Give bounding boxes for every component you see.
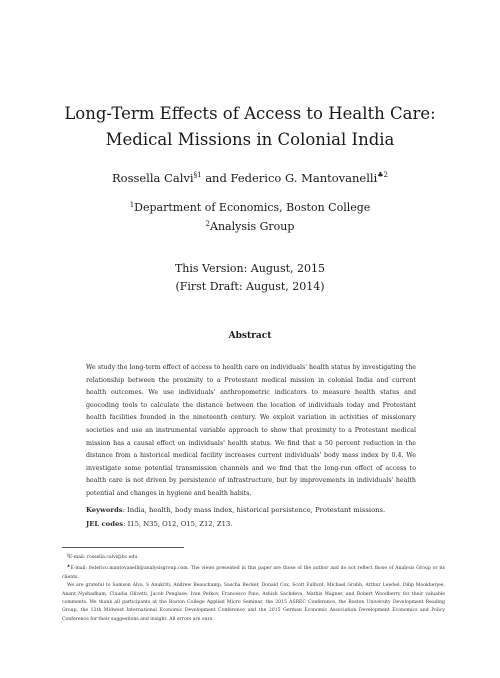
- paper-title-line-2: Medical Missions in Colonial India: [105, 130, 395, 149]
- footnotes: [62, 551, 445, 624]
- acknowledgements: We are grateful to Samson Alva, S Anukriti, Andrew Beauchamp, Sascha Becker, Donald Cox, Scott Fulford, Michael Grubb, Arthur Lewbel, Dilip Mookherjee, Anant Nyshadham, Claudia Olivetti, Jacob Penglase, Ivan Petkov, Francesco Pino, Ashish Sachdeva, Mathis Wagner, and Robert Woodberry for their valuable comments. We thank all participants at the Boston College Applied Micro Seminar, the 2015 ASREC Conference, the Boston University Development Reading Group, the 12th Midwest International Economic Development Conference and the 2015 German Economic Association Development Economics and Policy Conference for their suggestions and insight. All errors are ours.: [62, 583, 445, 622]
- affiliation-text: Department of Economics, Boston College: [134, 201, 371, 214]
- version-date: This Version: August, 2015: [174, 262, 326, 275]
- affiliation-mark: 2: [205, 220, 211, 228]
- footnote-text: E-mail: federico.mantovanelli@analysisgroup.com. The views presented in this paper are those of the author and do not reflect those of Analysis Group or its clients.: [62, 566, 446, 580]
- footnote-divider: [62, 547, 184, 548]
- author-name: Rossella Calvi: [111, 171, 194, 185]
- abstract-body: We study the long-term effect of access to health care on individuals' health status by investigating the relationship between the proximity to a Protestant medical mission in colonial India and current health outcomes. We use individuals' anthropometric indicators to measure health status and geocoding tools to calculate the distance between the location of individuals today and Protestant health facilities founded in the nineteenth century. We exploit variation in activities of missionary societies and use an instrumental variable approach to show that proximity to a Protestant medical mission has a causal effect on individuals' health status. We find that a 50 percent reduction in the distance from a historical medical facility increases current individuals' body mass index by 0.4. We investigate some potential transmission channels and we find that the long-run effect of access to health care is not driven by persistence of infrastructure, but by improvements in individuals' health potential and changes in hygiene and health habits.: [86, 364, 416, 497]
- author-list: [40, 171, 460, 185]
- footnote: [62, 551, 445, 562]
- author-name: Federico G. Mantovanelli: [230, 171, 378, 185]
- footnote-mark: §: [67, 553, 69, 557]
- affiliation-text: Analysis Group: [210, 220, 295, 233]
- jel-text: : I15, N35, O12, O15, Z12, Z13.: [123, 520, 233, 528]
- jel-label: JEL codes: [86, 520, 124, 528]
- affiliation: [40, 220, 460, 233]
- footnote-mark: ♣: [67, 564, 71, 569]
- abstract-heading: Abstract: [228, 331, 272, 341]
- keywords-text: : India, health, body mass index, historical persistence, Protestant missions.: [122, 506, 386, 514]
- author-connector: and: [205, 171, 227, 185]
- keywords-line: [86, 506, 426, 514]
- affiliation-mark: 1: [129, 201, 135, 209]
- author-footnote-mark: §1: [193, 171, 202, 179]
- paper-title-line-1: Long-Term Effects of Access to Health Care:: [64, 104, 436, 123]
- affiliation: [40, 201, 460, 214]
- jel-codes-line: [86, 520, 426, 528]
- author-footnote-mark: ♣2: [377, 171, 388, 179]
- keywords-label: Keywords: [86, 506, 123, 514]
- footnote-text: E-mail: rossella.calvi@bc.edu.: [68, 555, 139, 560]
- footnote: [62, 562, 445, 582]
- first-draft-date: (First Draft: August, 2014): [175, 280, 325, 293]
